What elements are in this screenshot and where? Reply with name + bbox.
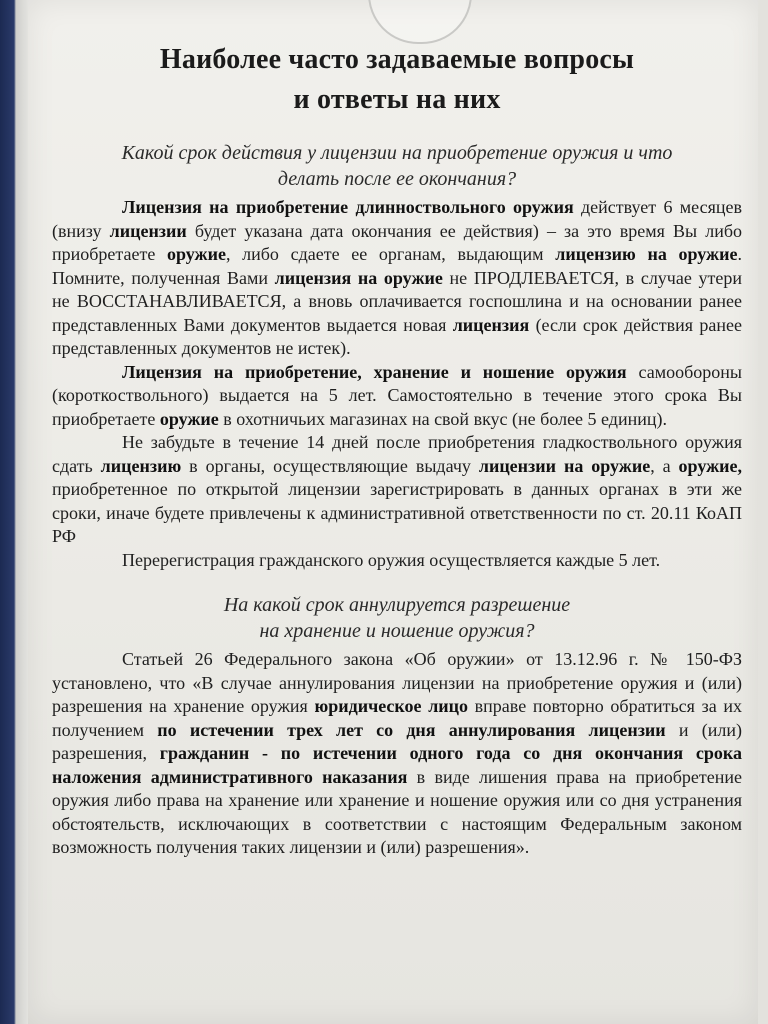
question-1 xyxy=(52,140,742,192)
text: будет указана дата окончания ее действия) – за это время Вы либо приобретаете xyxy=(52,220,742,264)
text: вправе повторно обратиться за их получением xyxy=(52,696,742,740)
answer-1-paragraph-1 xyxy=(52,196,742,361)
answer-1-paragraph-2 xyxy=(52,361,742,432)
bold-text: Лицензия на приобретение длинноствольного оружия xyxy=(122,197,574,217)
text: в охотничьих магазинах на свой вкус (не более 5 единиц). xyxy=(218,408,667,429)
bold-text: оружие, xyxy=(678,455,742,476)
bold-text: лицензия xyxy=(452,314,530,335)
question-2 xyxy=(52,592,742,644)
text: самообороны (короткоствольного) выдается на 5 лет. Самостоятельно в течение этого срока Вы приобретаете xyxy=(52,361,742,429)
bold-text: оружие xyxy=(159,408,219,429)
sheet-protector-tab xyxy=(368,0,472,44)
page-title xyxy=(52,40,742,120)
text: действует 6 месяцев (внизу xyxy=(52,197,743,241)
text: в виде лишения права на приобретение оружия либо права на хранение или хранение и ношение оружия или со дня устранения обстоятельств, исключающих в соответствии с настоящим Федеральным законом возможность получения таких лицензии и (или) разрешения». xyxy=(52,766,742,857)
bold-text: гражданин - по истечении одного года со дня окончания срока наложения административного наказания xyxy=(52,743,742,787)
bold-text: лицензии xyxy=(109,220,187,241)
text: в органы, осуществляющие выдачу xyxy=(181,455,479,476)
bold-text: лицензия на оружие xyxy=(274,267,443,288)
question-1-line-2: делать после ее окончания? xyxy=(277,168,517,190)
bold-text: лицензию xyxy=(100,455,182,476)
question-1-line-1: Какой срок действия у лицензии на приобретение оружия и что xyxy=(121,142,673,164)
bold-text: оружие xyxy=(167,244,226,264)
text: , либо сдаете ее органам, выдающим xyxy=(225,244,556,264)
bold-text: лицензии на оружие xyxy=(478,455,651,476)
bold-text: Лицензия на приобретение, хранение и ношение оружия xyxy=(122,361,627,382)
document-content xyxy=(52,40,742,860)
text: Не забудьте в течение 14 дней после приобретения гладкоствольного оружия сдать xyxy=(52,432,742,476)
text: не ПРОДЛЕВАЕТСЯ, в случае утери не ВОССТАНАВЛИВАЕТСЯ, а вновь оплачивается госпошлина и на основании ранее представленных Вами документов выдается новая xyxy=(52,267,742,335)
answer-2-paragraph-1 xyxy=(52,648,742,860)
answer-1-paragraph-4: Перерегистрация гражданского оружия осуществляется каждые 5 лет. xyxy=(122,549,661,570)
text: . Помните, полученная Вами xyxy=(52,244,742,288)
text: , а xyxy=(650,455,679,476)
bold-text: лицензию на оружие xyxy=(555,244,738,264)
title-line-2: и ответы на них xyxy=(293,84,501,115)
text: приобретенное по открытой лицензии зарегистрировать в данных органах в эти же сроки, иначе будете привлечены к административной ответственности по ст. 20.11 КоАП РФ xyxy=(52,479,742,546)
bold-text: по истечении трех лет со дня аннулирования лицензии xyxy=(157,719,666,740)
text: Статьей 26 Федерального закона «Об оружии» от 13.12.96 г. № 150-ФЗ установлено, что «В случае аннулирования лицензии на приобретение оружия и (или) разрешения на хранение оружия xyxy=(52,649,742,716)
answer-1-paragraph-3 xyxy=(52,431,742,549)
text: и (или) разрешения, xyxy=(52,719,742,763)
bold-text: юридическое лицо xyxy=(314,696,469,716)
title-line-1: Наиболее часто задаваемые вопросы xyxy=(159,44,635,75)
text: (если срок действия ранее представленных документов не истек). xyxy=(52,314,742,358)
question-2-line-2: на хранение и ношение оружия? xyxy=(259,620,535,642)
question-2-line-1: На какой срок аннулируется разрешение xyxy=(223,594,571,616)
